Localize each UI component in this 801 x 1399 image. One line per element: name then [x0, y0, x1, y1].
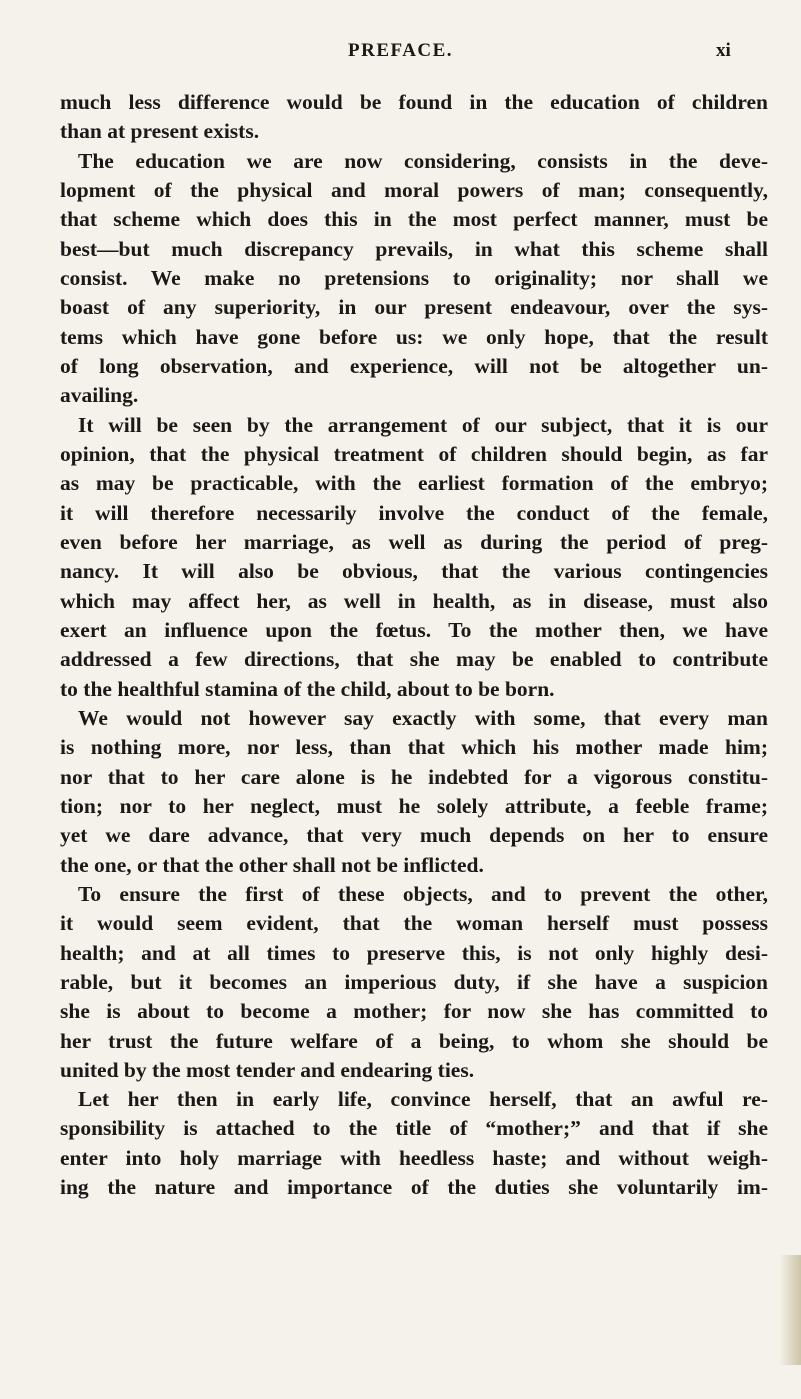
running-head: PREFACE.	[348, 40, 454, 61]
text-line: her trust the future welfare of a being, to whom she should be	[60, 1028, 768, 1053]
text-line: of long observation, and experience, will not be altogether un-	[60, 353, 768, 378]
text-line: nor that to her care alone is he indebted for a vigorous constitu-	[60, 764, 768, 789]
text-line: It will be seen by the arrangement of our subject, that it is our	[78, 412, 768, 437]
text-line: rable, but it becomes an imperious duty, if she have a suspicion	[60, 969, 768, 994]
text-line: opinion, that the physical treatment of children should begin, as far	[60, 441, 768, 466]
text-line: even before her marriage, as well as during the period of preg-	[60, 529, 768, 554]
text-line: sponsibility is attached to the title of “mother;” and that if she	[60, 1116, 768, 1141]
text-line: health; and at all times to preserve this, is not only highly desi-	[60, 940, 768, 965]
body-text	[60, 88, 768, 1202]
text-line: availing.	[60, 383, 139, 408]
text-line: consist. We make no pretensions to originality; nor shall we	[60, 265, 768, 290]
text-line: Let her then in early life, convince herself, that an awful re-	[78, 1087, 768, 1112]
text-line: To ensure the first of these objects, and to prevent the other,	[78, 881, 768, 906]
text-line: which may affect her, as well in health, as in disease, must also	[60, 588, 768, 613]
text-line: united by the most tender and endearing ties.	[60, 1057, 475, 1082]
text-line: tion; nor to her neglect, must he solely attribute, a feeble frame;	[60, 793, 768, 818]
text-line: addressed a few directions, that she may be enabled to contribute	[60, 647, 768, 672]
text-line: exert an influence upon the fœtus. To the mother then, we have	[60, 617, 768, 642]
text-line: best—but much discrepancy prevails, in what this scheme shall	[60, 236, 768, 261]
text-line: to the healthful stamina of the child, about to be born.	[60, 676, 555, 701]
text-line: much less difference would be found in the education of children	[60, 90, 768, 114]
text-line: it would seem evident, that the woman herself must possess	[60, 911, 768, 936]
text-line: boast of any superiority, in our present endeavour, over the sys-	[60, 295, 768, 320]
text-line: is nothing more, nor less, than that which his mother made him;	[60, 735, 768, 760]
text-line: tems which have gone before us: we only hope, that the result	[60, 324, 768, 349]
page-number: xi	[716, 40, 731, 61]
text-line: lopment of the physical and moral powers of man; consequently,	[60, 177, 768, 202]
text-line: nancy. It will also be obvious, that the various contingencies	[60, 559, 768, 584]
text-line: The education we are now considering, consists in the deve-	[78, 148, 768, 173]
text-line: as may be practicable, with the earliest formation of the embryo;	[60, 471, 768, 496]
page-header	[0, 40, 801, 70]
text-line: that scheme which does this in the most perfect manner, must be	[60, 207, 768, 232]
text-line: We would not however say exactly with some, that every man	[78, 705, 768, 730]
text-line: enter into holy marriage with heedless haste; and without weigh-	[60, 1145, 768, 1170]
text-line: the one, or that the other shall not be inflicted.	[60, 852, 484, 877]
text-line: she is about to become a mother; for now she has committed to	[60, 999, 768, 1024]
text-line: yet we dare advance, that very much depends on her to ensure	[60, 823, 768, 848]
page-edge-stain	[779, 1255, 801, 1365]
text-line: than at present exists.	[60, 119, 260, 144]
text-line: ing the nature and importance of the duties she voluntarily im-	[60, 1175, 768, 1200]
text-line: it will therefore necessarily involve the conduct of the female,	[60, 500, 768, 525]
